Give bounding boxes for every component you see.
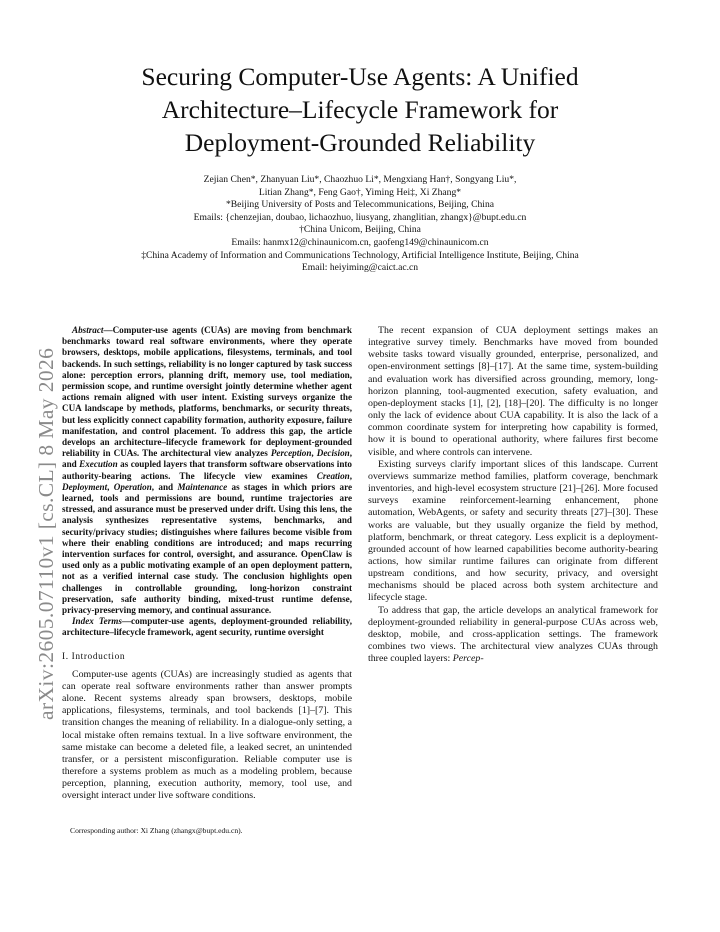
- index-terms-label: Index Terms: [72, 616, 122, 627]
- title-line: Securing Computer-Use Agents: A Unified: [141, 62, 579, 91]
- affiliation: ‡China Academy of Information and Communications Technology, Artificial Intelligence Institute, Beijing, China: [141, 249, 579, 261]
- email-line: Email: heiyiming@caict.ac.cn: [301, 262, 419, 274]
- affiliation: †China Unicom, Beijing, China: [299, 224, 421, 236]
- arxiv-identifier: arXiv:2605.07110v1 [cs.CL] 8 May 2026: [34, 347, 58, 720]
- abstract-label: Abstract: [72, 325, 104, 335]
- paragraph: Existing surveys clarify important slices of this landscape. Current overviews summarize method families, platform coverage, benchmark inventories, and high-level ecosystem structure [21]–[26]. More focused surveys examine reinforcement-learning enhancement, phone automation, WebAgents, or safety and security threats [27]–[30]. These works are valuable, but they usually organize the field by method, platform, benchmark, or threat category. Less explicit is a deployment-grounded account of how learned capabilities become authority-bearing actions, how similar runtime failures can originate from different upstream conditions, and how security, privacy, and oversight mechanisms should be placed across both system architecture and lifecycle stage.: [368, 458, 658, 604]
- author-block: [60, 174, 660, 275]
- paragraph: The recent expansion of CUA deployment settings makes an integrative survey timely. Benchmarks have moved from bounded website tasks toward visually grounded, enterprise, personalized, and open-environment settings [8]–[17]. At the same time, system-building and evaluation work has diversified across grounding, memory, long-horizon planning, tool-augmented execution, safety evaluation, and open-deployment stacks [1], [2], [18]–[20]. The difficulty is no longer only the lack of evidence about CUA capability. It is also the lack of a common coordinate system for interpreting how capability is formed, how it is bound to operational authority, where failures first become visible, and where controls can intervene.: [368, 325, 658, 458]
- title-line: Architecture–Lifecycle Framework for: [161, 95, 559, 124]
- section-heading: I. Introduction: [62, 651, 126, 662]
- index-terms: Index Terms—computer-use agents, deployment-grounded reliability, architecture–lifecycle framework, agent security, runtime oversight: [62, 616, 352, 638]
- affiliation: *Beijing University of Posts and Telecommunications, Beijing, China: [225, 199, 494, 211]
- author-list: Zejian Chen*, Zhanyuan Liu*, Chaozhuo Li*, Mengxiang Han†, Songyang Liu*,: [203, 174, 517, 185]
- footnote: Corresponding author: Xi Zhang (zhangx@bupt.edu.cn).: [70, 826, 243, 835]
- right-column: [368, 325, 658, 665]
- left-column: [62, 325, 352, 803]
- email-line: Emails: {chenzejian, doubao, lichaozhuo, liusyang, zhanglitian, zhangx}@bupt.edu.cn: [193, 211, 527, 223]
- paper-title: [60, 60, 660, 159]
- title-line: Deployment-Grounded Reliability: [184, 128, 536, 157]
- paragraph: Computer-use agents (CUAs) are increasingly studied as agents that can operate real software environments rather than answer prompts alone. Recent systems already span browsers, desktops, mobile applications, filesystems, terminals, and tool backends [1]–[7]. This transition changes the meaning of reliability. In a dialogue-only setting, a local mistake often remains textual. In a live software environment, the same mistake can become a deleted file, a leaked secret, an unintended transfer, or a persistent misconfiguration. Reliable computer use is therefore a systems problem as much as a modeling problem, because perception, planning, execution authority, memory, tool use, and oversight interact under live software conditions.: [62, 668, 352, 802]
- email-line: Emails: hanmx12@chinaunicom.cn, gaofeng149@chinaunicom.cn: [231, 236, 489, 248]
- paragraph: To address that gap, the article develops an analytical framework for deployment-grounded reliability in general-purpose CUAs across web, desktop, mobile, and cross-application settings. The framework combines two views. The architectural view analyzes CUAs through three coupled layers: Percep-: [368, 604, 658, 665]
- author-list: Litian Zhang*, Feng Gao†, Yiming Hei‡, Xi Zhang*: [258, 186, 462, 198]
- abstract: Abstract—Computer-use agents (CUAs) are moving from benchmark benchmarks toward real software environments, where they operate browsers, desktops, mobile applications, filesystems, terminals, and tool backends. In such settings, reliability is no longer captured by task success alone: perception errors, planning drift, memory use, tool mediation, permission scope, and runtime oversight jointly determine whether agent actions remain aligned with user intent. Existing surveys organize the CUA landscape by methods, platforms, benchmarks, or security threats, but less explicitly connect capability formation, authority exposure, failure manifestation, and control placement. To address this gap, the article develops an architecture–lifecycle framework for deployment-grounded reliability in CUAs. The architectural view analyzes Perception, Decision, and Execution as coupled layers that transform software observations into authority-bearing actions. The lifecycle view examines Creation, Deployment, Operation, and Maintenance as stages in which priors are learned, tools and permissions are bound, runtime trajectories are stressed, and assurance must be preserved under drift. Using this lens, the analysis synthesizes representative systems, benchmarks, and security/privacy studies; distinguishes where failures become visible from where their enabling conditions are introduced; and maps recurring intervention surfaces for control, oversight, and assurance. OpenClaw is used only as a public motivating example of an open deployment pattern, not as a verified internal case study. The conclusion highlights open challenges in controllable grounding, long-horizon constraint preservation, safe authority binding, mixed-trust runtime defense, privacy-preserving memory, and continual assurance.: [62, 325, 353, 616]
